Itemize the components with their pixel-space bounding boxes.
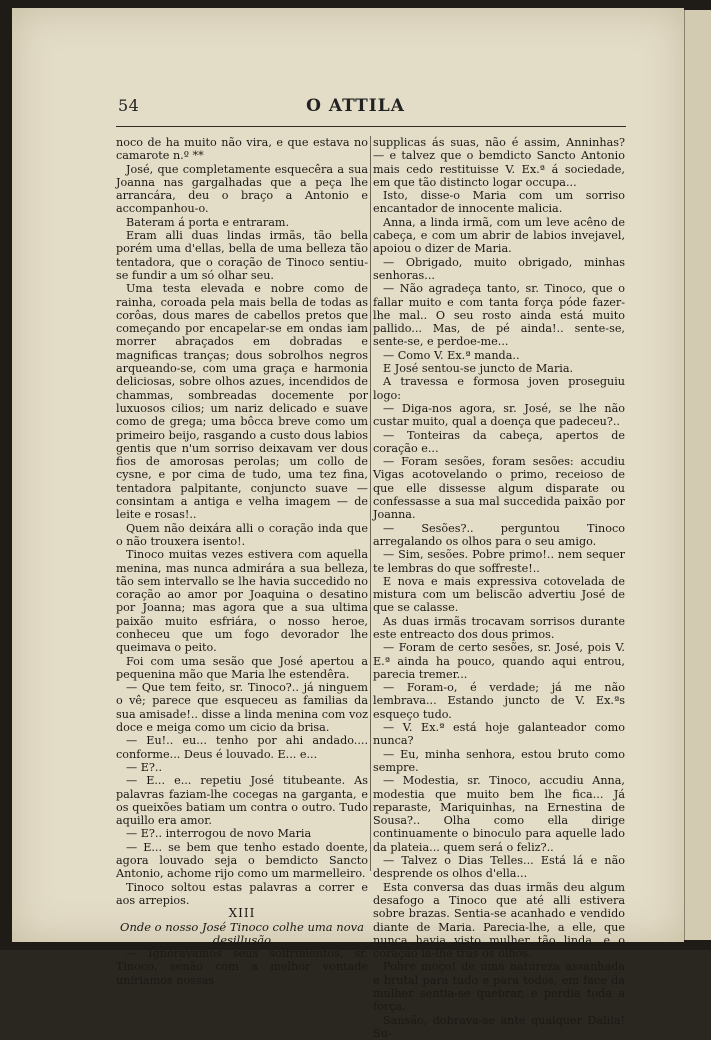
paragraph: As duas irmãs trocavam sorrisos durante este entreacto dos dous primos. bbox=[373, 614, 625, 641]
paragraph: Isto, disse-o Maria com um sorriso encantador de innocente malicia. bbox=[373, 189, 625, 216]
paragraph: — Sim, sesões. Pobre primo!.. nem sequer te lembras do que soffreste!.. bbox=[373, 548, 625, 575]
paragraph: E José sentou-se juncto de Maria. bbox=[383, 362, 574, 376]
paragraph: A travessa e formosa joven proseguiu logo: bbox=[373, 375, 625, 402]
paragraph: — E?.. bbox=[126, 760, 163, 774]
paragraph: — Sesões?.. perguntou Tinoco arregalando os olhos para o seu amigo. bbox=[373, 521, 625, 548]
paragraph: Foi com uma sesão que José apertou a pequenina mão que Maria lhe estendêra. bbox=[116, 654, 368, 681]
paragraph: Quem não deixára alli o coração inda que o não trouxera isento!. bbox=[116, 521, 368, 548]
paragraph: Sansão, dobrava-se ante qualquer Dalila! Su- bbox=[373, 1013, 625, 1040]
paragraph: — Foram sesões, foram sesões: accudiu Vigas acotovelando o primo, receioso de que elle dissesse algum disparate ou confessasse a sua mal succedida paixão por Joanna. bbox=[373, 455, 625, 522]
paragraph: — Foram-o, é verdade; já me não lembrava... Estando juncto de V. Ex.ªs esqueço tudo. bbox=[373, 681, 625, 721]
paragraph: Tinoco muitas vezes estivera com aquella menina, mas nunca admirára a sua belleza, tão sem intervallo se lhe havia succedido no coração ao amor por Joaquina o desatino por Joanna; mas agora que a sua ultima paixão muito esfriára, o nosso heroe, conheceu que um fogo devorador lhe queimava o peito. bbox=[116, 548, 368, 655]
paragraph: — Tonteiras da cabeça, apertos de coração e... bbox=[373, 428, 625, 455]
page-number: 54 bbox=[118, 96, 140, 115]
paragraph: — Foram de certo sesões, sr. José, pois V. E.ª ainda ha pouco, quando aqui entrou, parecia tremer... bbox=[373, 641, 625, 681]
right-column bbox=[373, 136, 625, 1040]
paragraph: — E?.. interrogou de novo Maria bbox=[126, 827, 312, 841]
chapter-title: Onde o nosso José Tinoco colhe uma nova desillusão bbox=[120, 919, 364, 947]
paragraph: Bateram á porta e entraram. bbox=[126, 215, 290, 229]
paragraph: Esta conversa das duas irmãs deu algum desafogo a Tinoco que até alli estivera sobre brazas. Sentia-se acanhado e vendido diante de Maria. Parecia-lhe, a elle, que nunca havia visto mulher tão linda, e o coração ia-lhe trás os olhos. bbox=[373, 880, 625, 961]
paragraph: — Como V. Ex.ª manda.. bbox=[383, 348, 520, 362]
paragraph: — Diga-nos agora, sr. José, se lhe não custar muito, qual a doença que padeceu?.. bbox=[373, 401, 625, 429]
paragraph: Eram alli duas lindas irmãs, tão bella porém uma d'ellas, bella de uma belleza tão tentadora, que o coração de Tinoco sentiu-se fundir a um só olhar seu. bbox=[116, 229, 368, 282]
paragraph: — Eu, minha senhora, estou bruto como sempre. bbox=[373, 747, 625, 774]
paragraph: supplicas ás suas, não é assim, Anninhas? — e talvez que o bemdicto Sancto Antonio mais cedo restituisse V. Ex.ª á sociedade, em que tão distincto logar occupa... bbox=[373, 136, 625, 189]
paragraph: — E... se bem que tenho estado doente, agora louvado seja o bemdicto Sancto Antonio, achome rijo como um marmelleiro. bbox=[116, 840, 368, 881]
paragraph: — Eu!.. eu... tenho por ahi andado.... conforme... Deus é louvado. E... e... bbox=[116, 734, 368, 761]
paragraph: — Ignoravamos seus soffrimentos, sr. Tinoco, senão com a melhor vontade uniriamos nossas bbox=[116, 947, 368, 987]
paragraph: Pobre moço! de uma natureza assanhada e brutal para tudo e para todos, em face da mulher sentia-se quebrar, e perdia toda a força. bbox=[373, 960, 625, 1014]
header-rule bbox=[116, 126, 626, 127]
paragraph: José, que completamente esquecêra a sua Joanna nas gargalhadas que a peça lhe arrancára, deu o braço a Antonio e accompanhou-o. bbox=[116, 162, 368, 216]
paragraph: — Não agradeça tanto, sr. Tinoco, que o fallar muito e com tanta força póde fazer-lhe mal.. O seu rosto ainda está muito pallido... Mas, de pé ainda!.. sente-se, sente-se, e perdoe-me... bbox=[373, 282, 625, 349]
paragraph: Anna, a linda irmã, com um leve acêno de cabeça, e com um abrir de labios invejavel, apoiou o dizer de Maria. bbox=[373, 215, 625, 256]
chapter-number: XIII bbox=[228, 906, 256, 921]
paragraph: — Talvez o Dias Telles... Está lá e não desprende os olhos d'ella... bbox=[373, 854, 625, 881]
paragraph: — V. Ex.ª está hoje galanteador como nunca? bbox=[373, 721, 625, 748]
left-column bbox=[116, 136, 368, 987]
next-page-edge bbox=[684, 10, 711, 940]
paragraph: — Obrigado, muito obrigado, minhas senhoras... bbox=[373, 255, 625, 282]
paragraph: E nova e mais expressiva cotovelada de mistura com um beliscão advertiu José de que se calasse. bbox=[373, 574, 625, 615]
paragraph: Uma testa elevada e nobre como de rainha, coroada pela mais bella de todas as corôas, dous mares de cabellos pretos que começando por encapelar-se em ondas iam morrer abraçados em dobradas e magnificas tranças; dous sobrolhos negros arqueando-se, com uma graça e harmonia deliciosas, sobre olhos azues, incendidos de chammas, sombreadas docemente por luxuosos cilios; um nariz delicado e suave como de grega; uma bôcca breve como um primeiro beijo, rasgando a custo dous labios gentis que n'um sorriso deixavam ver dous fios de amorosas perolas; um collo de cysne, e por cima de tudo, uma tez fina, tentadora palpitante, conjuncto suave — consintam a antiga e velha imagem — de leite e rosas!.. bbox=[116, 282, 368, 522]
paragraph: — E... e... repetiu José titubeante. As palavras faziam-lhe cocegas na garganta, e os queixões batiam um contra o outro. Tudo aquillo era amor. bbox=[116, 774, 368, 828]
paragraph: noco de ha muito não vira, e que estava no camarote n.º ** bbox=[116, 136, 368, 163]
paragraph: — Que tem feito, sr. Tinoco?.. já ninguem o vê; parece que esqueceu as familias da sua amisade!.. disse a linda menina com voz doce e meiga como um cicio da brisa. bbox=[116, 681, 368, 735]
column-divider bbox=[370, 136, 371, 871]
paragraph: — Modestia, sr. Tinoco, accudiu Anna, modestia que muito bem lhe fica... Já reparaste, Mariquinhas, na Ernestina de Sousa?.. Olha como ella dirige continuamente o binoculo para aquelle lado da plateia... quem será o feliz?.. bbox=[373, 774, 625, 854]
running-head: O ATTILA bbox=[306, 96, 405, 116]
paragraph: Tinoco soltou estas palavras a correr e aos arrepios. bbox=[116, 880, 368, 907]
